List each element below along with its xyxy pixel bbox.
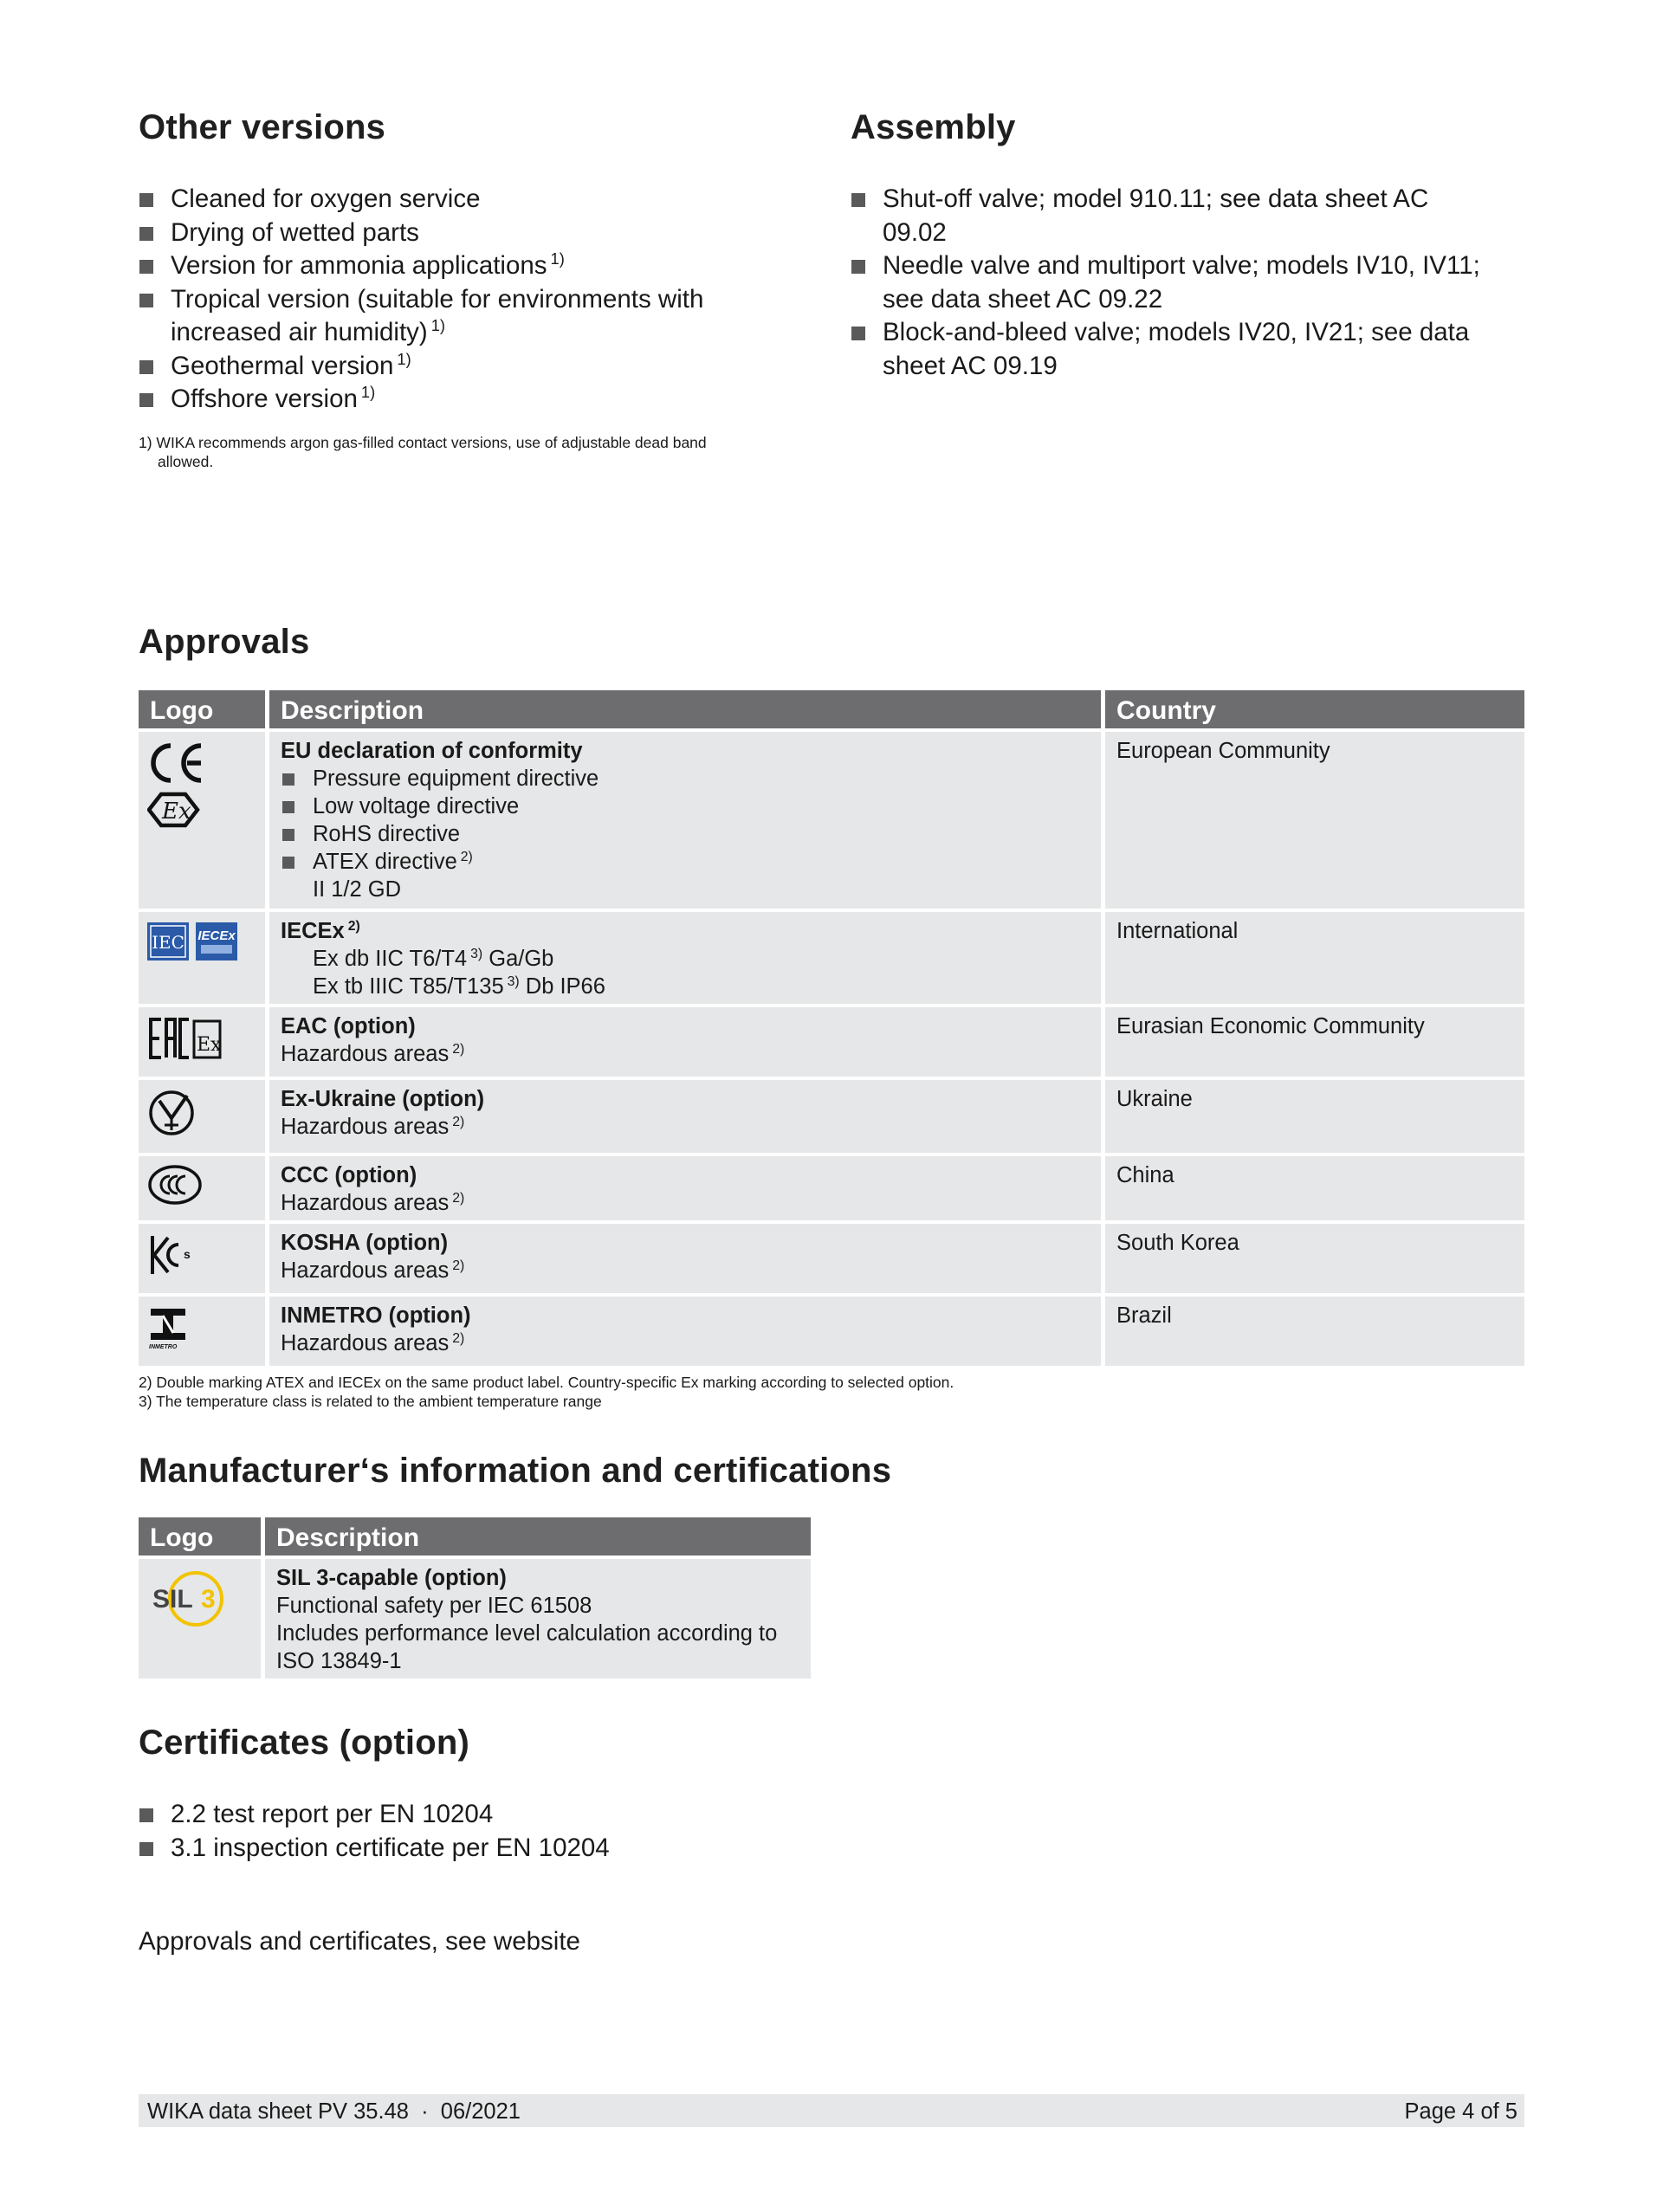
table-row [139, 1156, 1524, 1220]
iec-logo-text: IEC [152, 932, 184, 953]
sil-description: SIL 3-capable (option) Functional safety per IEC 61508 Includes performance level calculation according to ISO 13849-1 [265, 1559, 811, 1678]
list-item: Needle valve and multiport valve; models IV10, IV11; see data sheet AC 09.22 [851, 249, 1492, 316]
kosha-logo [139, 1224, 265, 1293]
certificates-note: Approvals and certificates, see website [139, 1927, 580, 1956]
ccc-country: China [1105, 1156, 1524, 1220]
list-item: Low voltage directive [281, 792, 1090, 820]
eu-country: European Community [1105, 732, 1524, 909]
footer-doc-info: WIKA data sheet PV 35.48 · 06/2021 [147, 2099, 521, 2124]
approvals-table [134, 687, 1529, 1369]
svg-text:Ex: Ex [162, 799, 191, 825]
sil3-logo [139, 1559, 261, 1678]
sil-logo-digit: 3 [201, 1585, 216, 1614]
ce-ex-logo [139, 732, 265, 909]
list-item: ATEX directive $^{2)}$ [281, 848, 1090, 876]
list-item: Geothermal version $^{1)}$ [139, 350, 814, 384]
other-versions-list [139, 183, 814, 417]
list-item: RoHS directive [281, 820, 1090, 848]
column-header-logo: Logo [139, 690, 265, 728]
inmetro-description: INMETRO (option) Hazardous areas $^{2)}$ [269, 1297, 1101, 1366]
other-versions-heading: Other versions [139, 108, 386, 146]
eac-ex-logo [139, 1007, 265, 1077]
sil-logo-text: SIL [152, 1585, 193, 1614]
list-item: Tropical version (suitable for environments with increased air humidity) $^{1)}$ [139, 283, 814, 350]
list-item: Cleaned for oxygen service [139, 183, 814, 217]
ex-ukraine-country: Ukraine [1105, 1080, 1524, 1153]
iecex-logo-text: IECEx [197, 928, 236, 943]
table-row [139, 1224, 1524, 1293]
list-item: Block-and-bleed valve; models IV20, IV21; see data sheet AC 09.19 [851, 316, 1492, 383]
svg-text:s: s [184, 1247, 191, 1261]
svg-text:Ex: Ex [197, 1034, 222, 1056]
footnote-2: 2) Double marking ATEX and IECEx on the same product label. Country-specific Ex marking according to selected option. [139, 1374, 954, 1391]
column-header-description: Description [265, 1517, 811, 1556]
ccc-description: CCC (option) Hazardous areas $^{2)}$ [269, 1156, 1101, 1220]
table-row [139, 912, 1524, 1004]
table-row [139, 1559, 811, 1678]
column-header-description: Description [269, 690, 1101, 728]
table-row [139, 1297, 1524, 1366]
ex-ukraine-logo [139, 1080, 265, 1153]
eac-description: EAC (option) Hazardous areas $^{2)}$ [269, 1007, 1101, 1077]
page-footer [139, 2094, 1524, 2127]
list-item: Offshore version $^{1)}$ [139, 383, 814, 417]
footer-page-number: Page 4 of 5 [1404, 2099, 1517, 2124]
certificates-heading: Certificates (option) [139, 1724, 469, 1762]
inmetro-logo [139, 1297, 265, 1366]
certificates-list [139, 1798, 918, 1865]
inmetro-logo-text: INMETRO [149, 1344, 178, 1350]
assembly-list [851, 183, 1492, 383]
approvals-footnotes [139, 1373, 1524, 1411]
approvals-heading: Approvals [139, 623, 310, 661]
list-item: Version for ammonia applications $^{1)}$ [139, 249, 814, 283]
column-header-country: Country [1105, 690, 1524, 728]
ex-ukraine-description: Ex-Ukraine (option) Hazardous areas $^{2)}$ [269, 1080, 1101, 1153]
iecex-country: International [1105, 912, 1524, 1004]
iecex-description: IECEx $^{2)}$ Ex db IIC T6/T4 $^{3)}$ Ga/Gb Ex tb IIIC T85/T135 $^{3)}$ Db IP66 [269, 912, 1101, 1004]
list-item: Shut-off valve; model 910.11; see data sheet AC 09.02 [851, 183, 1492, 249]
eu-description: EU declaration of conformity Pressure equipment directive Low voltage directive RoHS directive ATEX directive $^{2)}$ II 1/2 GD [269, 732, 1101, 909]
assembly-heading: Assembly [851, 108, 1016, 146]
list-item: 3.1 inspection certificate per EN 10204 [139, 1832, 918, 1866]
kosha-description: KOSHA (option) Hazardous areas $^{2)}$ [269, 1224, 1101, 1293]
list-item: 2.2 test report per EN 10204 [139, 1798, 918, 1832]
column-header-logo: Logo [139, 1517, 261, 1556]
list-item: Pressure equipment directive [281, 765, 1090, 792]
eac-country: Eurasian Economic Community [1105, 1007, 1524, 1077]
table-row [139, 1080, 1524, 1153]
table-header-row [139, 690, 1524, 728]
manufacturer-heading: Manufacturer‘s information and certifications [139, 1452, 892, 1490]
table-header-row [139, 1517, 811, 1556]
ccc-logo [139, 1156, 265, 1220]
inmetro-country: Brazil [1105, 1297, 1524, 1366]
footnote-3: 3) The temperature class is related to the ambient temperature range [139, 1393, 602, 1410]
table-row [139, 732, 1524, 909]
kosha-country: South Korea [1105, 1224, 1524, 1293]
manufacturer-table [134, 1514, 815, 1682]
footnote-1: 1) WIKA recommends argon gas-filled contact versions, use of adjustable dead band allowed. [139, 434, 707, 470]
list-item: Drying of wetted parts [139, 217, 814, 250]
table-row [139, 1007, 1524, 1077]
iec-iecex-logo [139, 912, 265, 1004]
